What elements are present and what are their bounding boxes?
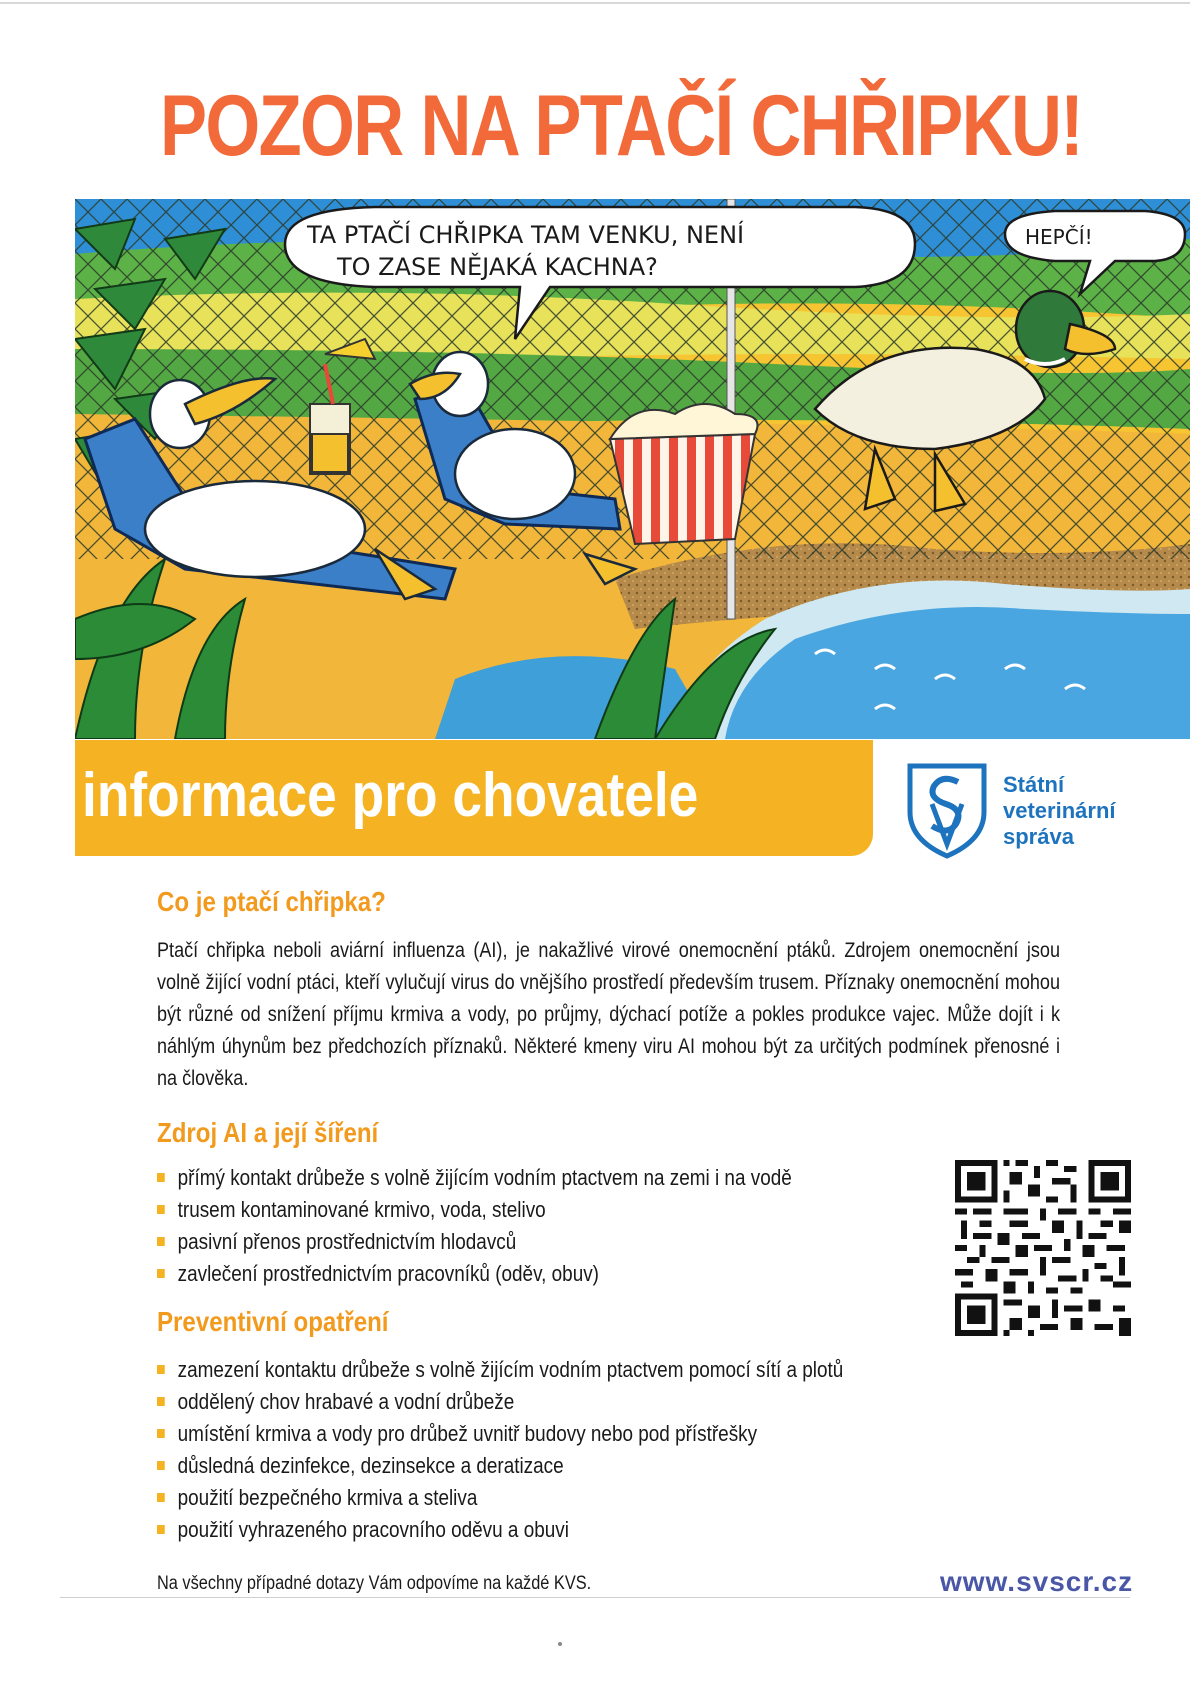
bullet-square-icon [157, 1429, 165, 1438]
bullet-square-icon [157, 1269, 165, 1278]
bullet-square-icon [157, 1525, 165, 1534]
bullet-square-icon [157, 1237, 165, 1246]
list-item: umístění krmiva a vody pro drůbež uvnitř budovy nebo pod přístřešky [157, 1418, 1060, 1450]
list-item: oddělený chov hrabavé a vodní drůbeže [157, 1386, 1060, 1418]
logo-line-2: veterinární [1003, 798, 1116, 823]
scan-speck [558, 1642, 562, 1646]
list-item: použití vyhrazeného pracovního oděvu a obuvi [157, 1514, 1060, 1546]
bullet-square-icon [157, 1493, 165, 1502]
list-item: přímý kontakt drůbeže s volně žijícím vodním ptactvem na zemi i na vodě [157, 1162, 1060, 1194]
section-title-prevention: Preventivní opatření [157, 1306, 389, 1337]
list-item: důsledná dezinfekce, dezinsekce a deratizace [157, 1450, 1060, 1482]
list-item: trusem kontaminované krmivo, voda, stelivo [157, 1194, 1060, 1226]
bullet-square-icon [157, 1461, 165, 1470]
bullet-square-icon [157, 1173, 165, 1182]
qr-code-icon[interactable] [955, 1160, 1131, 1336]
logo-text [1003, 772, 1173, 850]
shield-logo-icon [902, 760, 992, 860]
website-link[interactable]: www.svscr.cz [940, 1566, 1134, 1597]
banner-title: informace pro chovatele [82, 761, 699, 830]
list-item: pasivní přenos prostřednictvím hlodavců [157, 1226, 1060, 1258]
list-item: zamezení kontaktu drůbeže s volně žijícím vodním ptactvem pomocí sítí a plotů [157, 1354, 1060, 1386]
section-title-what: Co je ptačí chřipka? [157, 886, 386, 917]
speech-bubble-sneeze: HEPČÍ! [1025, 225, 1093, 249]
bullet-square-icon [157, 1397, 165, 1406]
list-item: zavlečení prostřednictvím pracovníků (oděv, obuv) [157, 1258, 1060, 1290]
section-text-what: Ptačí chřipka neboli aviární influenza (AI), je nakažlivé virové onemocnění ptáků. Zdrojem onemocnění jsou volně žijící vodní ptáci, kteří vylučují virus do vnějšího prostředí především trusem. Příznaky onemocnění mohou být různé od snížení příjmu krmiva a vody, po průjmy, dýchací potíže a pokles produkce vajec. Může dojít i k náhlým úhynům bez předchozích příznaků. Některé kmeny viru AI mohou být za určitých podmínek přenosné i na člověka. [157, 939, 1060, 1090]
cartoon-illustration [75, 199, 1190, 739]
speech-bubble-line-1: TA PTAČÍ CHŘIPKA TAM VENKU, NENÍ [307, 221, 745, 249]
source-list [157, 1162, 1060, 1290]
page-title: POZOR NA PTAČÍ CHŘIPKU! [160, 78, 1083, 174]
footer-note: Na všechny případné dotazy Vám odpovíme na každé KVS. [157, 1573, 592, 1594]
logo-line-1: Státní [1003, 772, 1065, 797]
section-title-source: Zdroj AI a její šíření [157, 1117, 379, 1148]
prevention-list [157, 1354, 1060, 1546]
bullet-square-icon [157, 1205, 165, 1214]
speech-bubble-line-2: TO ZASE NĚJAKÁ KACHNA? [337, 253, 658, 281]
bullet-square-icon [157, 1365, 165, 1374]
top-rule [0, 2, 1190, 4]
list-item: použití bezpečného krmiva a steliva [157, 1482, 1060, 1514]
svs-logo [902, 760, 1172, 870]
logo-line-3: správa [1003, 824, 1074, 849]
